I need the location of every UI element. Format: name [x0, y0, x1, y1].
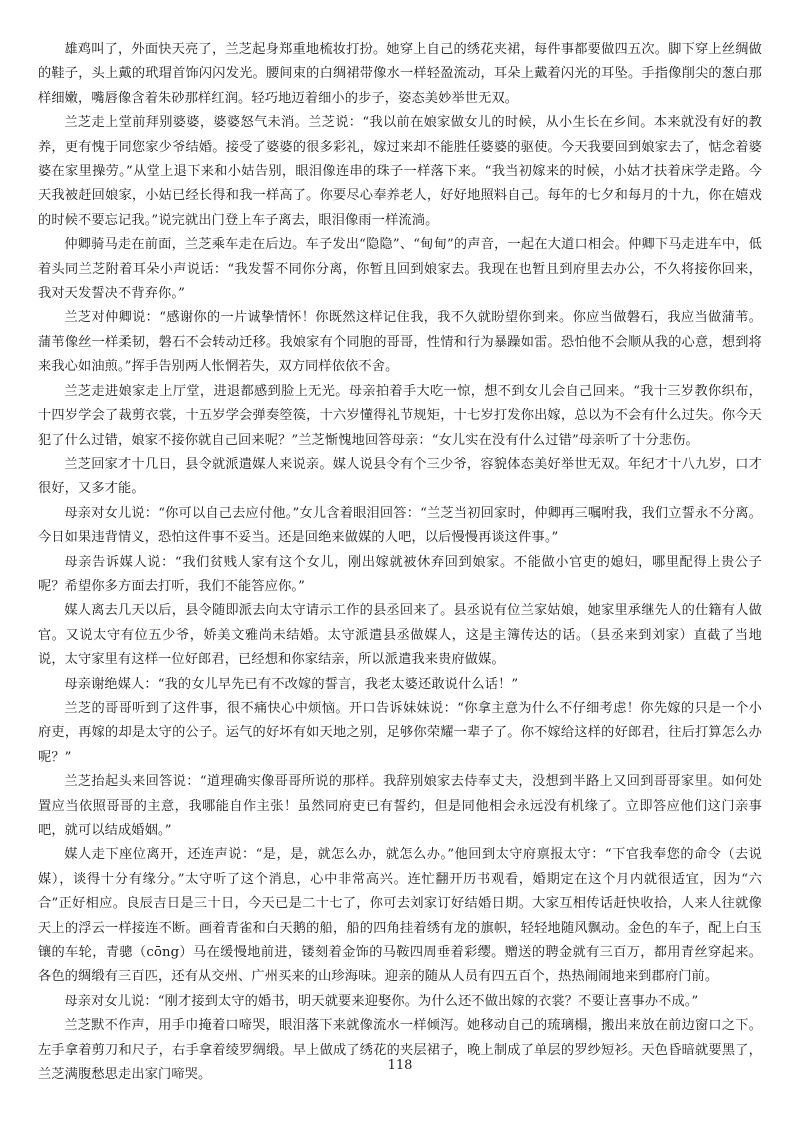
paragraph: 兰芝回家才十几日，县令就派遣媒人来说亲。媒人说县令有个三少爷，容貌体态美好举世无双。年纪才十八九岁，口才很好，又多才能。	[38, 456, 762, 497]
paragraph: 媒人离去几天以后，县令随即派去向太守请示工作的县丞回来了。县丞说有位兰家姑娘，她家里承继先人的仕籍有人做官。又说太守有位五少爷，娇美文雅尚未结婚。太守派遣县丞做媒人，这是主簿传达的话。（县丞来到刘家）直截了当地说，太守家里有这样一位好郎君，已经想和你家结亲，所以派遣我来贵府做媒。	[38, 603, 762, 668]
paragraph: 母亲谢绝媒人：“我的女儿早先已有不改嫁的誓言，我老太婆还敢说什么话！”	[64, 676, 519, 692]
paragraph: 母亲告诉媒人说：“我们贫贱人家有这个女儿，刚出嫁就被休弃回到娘家。不能做小官吏的媳妇，哪里配得上贵公子呢？希望你多方面去打听，我们不能答应你。”	[38, 554, 762, 594]
page-number: 118	[387, 1058, 413, 1073]
paragraph: 仲卿骑马走在前面，兰芝乘车走在后边。车子发出“隐隐”、“甸甸”的声音，一起在大道口相会。仲卿下马走进车中，低着头同兰芝附着耳朵小声说话：“我发誓不同你分离，你暂且回到娘家去。我现在也暂且到府里去办公，不久将接你回来，我对天发誓决不背弃你。”	[38, 237, 762, 302]
paragraph: 雄鸡叫了，外面快天亮了，兰芝起身郑重地梳妆打扮。她穿上自己的绣花夹裙，每件事都要做四五次。脚下穿上丝绸做的鞋子，头上戴的玳瑁首饰闪闪发光。腰间束的白绸裙带像水一样轻盈流动，耳朵上戴着闪光的耳坠。手指像削尖的葱白那样细嫩，嘴唇像含着朱砂那样红润。轻巧地迈着细小的步子，姿态美妙举世无双。	[38, 42, 762, 106]
paragraph: 兰芝对仲卿说：“感谢你的一片诚挚情怀！你既然这样记住我，我不久就盼望你到来。你应当做磐石，我应当做蒲苇。蒲苇像丝一样柔韧，磐石不会转动迁移。我娘家有个同胞的哥哥，性情和行为暴躁如雷。恐怕他不会顺从我的心意，想到将来我心如油煎。”挥手告别两人怅惘若失，双方同样依依不舍。	[38, 310, 762, 375]
paragraph: 兰芝默不作声，用手巾掩着口啼哭，眼泪落下来就像流水一样倾泻。她移动自己的琉璃榻，搬出来放在前边窗口之下。左手拿着剪刀和尺子，右手拿着绫罗绸缎。早上做成了绣花的夹层裙子，晚上制成了单层的罗纱短衫。天色昏暗就要黑了，兰芝满腹愁思走出家门啼哭。	[38, 1018, 762, 1083]
paragraph: 母亲对女儿说：“刚才接到太守的婚书，明天就要来迎娶你。为什么还不做出嫁的衣裳？不要让喜事办不成。”	[64, 993, 699, 1009]
paragraph: 兰芝走进娘家走上厅堂，进退都感到脸上无光。母亲拍着手大吃一惊，想不到女儿会自己回来。“我十三岁教你织布，十四岁学会了裁剪衣裳，十五岁学会弹奏箜篌，十六岁懂得礼节规矩，十七岁打发你出嫁，总以为不会有什么过失。你今天犯了什么过错，娘家不接你就自己回来呢？”兰芝惭愧地回答母亲：“女儿实在没有什么过错”母亲听了十分悲伤。	[38, 383, 762, 448]
paragraph: 兰芝走上堂前拜别婆婆，婆婆怒气未消。兰芝说：“我以前在娘家做女儿的时候，从小生长在乡间。本来就没有好的教养，更有愧于同您家少爷结婚。接受了婆婆的很多彩礼，嫁过来却不能胜任婆婆的驱使。今天我要回到娘家去了，惦念着婆婆在家里操劳。”从堂上退下来和小姑告别，眼泪像连串的珠子一样落下来。“我当初嫁来的时候，小姑才扶着床学走路。今天我被赶回娘家，小姑已经长得和我一样高了。你要尽心奉养老人，好好地照料自己。每年的七夕和每月的十九，你在嬉戏的时候不要忘记我。”说完就出门登上车子离去，眼泪像雨一样流淌。	[38, 115, 762, 228]
paragraph: 母亲对女儿说：“你可以自己去应付他。”女儿含着眼泪回答：“兰芝当初回家时，仲卿再三嘱咐我，我们立誓永不分离。今日如果违背情义，恐怕这件事不妥当。还是回绝来做媒的人吧，以后慢慢再谈这件事。”	[38, 505, 762, 546]
document-body	[38, 38, 762, 1087]
paragraph: 兰芝的哥哥听到了这件事，很不痛快心中烦恼。开口告诉妹妹说：“你拿主意为什么不仔细考虑！你先嫁的只是一个小府吏，再嫁的却是太守的公子。运气的好坏有如天地之别，足够你荣耀一辈子了。你不嫁给这样的好郎君，往后打算怎么办呢？”	[38, 700, 762, 765]
paragraph: 媒人走下座位离开，还连声说：“是，是，就怎么办，就怎么办。”他回到太守府禀报太守：“下官我奉您的命令（去说媒），谈得十分有缘分。”太守听了这个消息，心中非常高兴。连忙翻开历书观看，婚期定在这个月内就很适宜，因为“六合”正好相应。良辰吉日是三十日，今天已是二十七了，你可去刘家订好结婚日期。大家互相传话赶快收拾，人来人往就像天上的浮云一样接连不断。画着青雀和白天鹅的船，船的四角挂着绣有龙的旗帜，轻轻地随风飘动。金色的车子，配上白玉镶的车轮，青骢（cōng）马在缓慢地前进，镂刻着金饰的马鞍四周垂着彩缨。赠送的聘金就有三百万，都用青丝穿起来。各色的绸缎有三百匹，还有从交州、广州买来的山珍海味。迎亲的随从人员有四五百个，热热闹闹地来到郡府门前。	[38, 847, 762, 985]
paragraph: 兰芝抬起头来回答说：“道理确实像哥哥所说的那样。我辞别娘家去侍奉丈夫，没想到半路上又回到哥哥家里。如何处置应当依照哥哥的主意，我哪能自作主张！虽然同府吏已有誓约，但是同他相会永远没有机缘了。立即答应他们这门亲事吧，就可以结成婚姻。”	[38, 774, 762, 838]
